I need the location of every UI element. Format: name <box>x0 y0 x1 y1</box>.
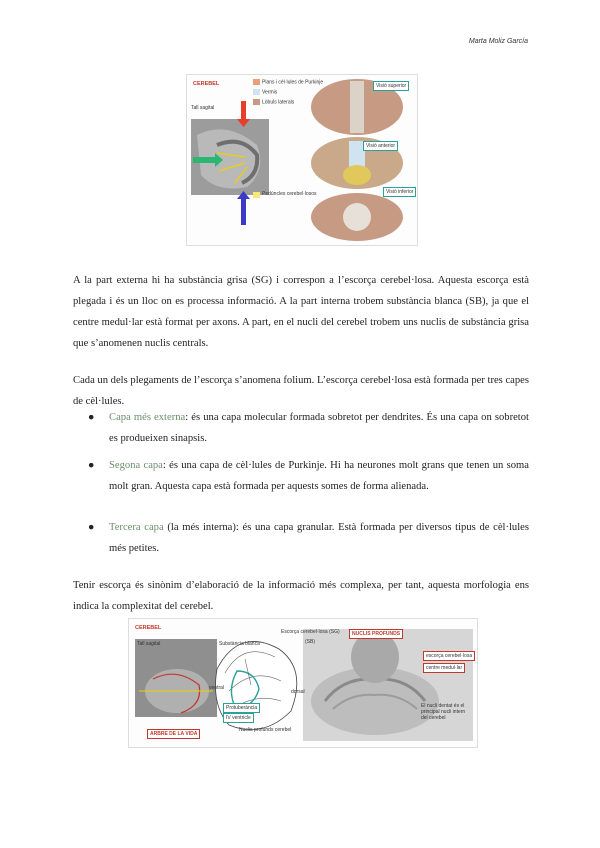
bullet-layer-second <box>88 455 529 497</box>
label-dentate-note: El nucli dentat és el principal nucli intern del cerebel <box>421 703 466 721</box>
paragraph-complexity: Tenir escorça és sinònim d’elaboració de la informació més complexa, per tant, aquesta morfologia ens indica la complexitat del cerebel. <box>73 580 529 612</box>
sagittal-slice-image <box>187 75 417 245</box>
bullet-term: Tercera capa <box>109 522 164 533</box>
label-peduncles: Pedúncles cerebel·losos <box>262 191 317 197</box>
bullet-text: (la més interna): és una capa granular. Està formada per diversos tipus de cèl·lules més petites. <box>109 522 529 554</box>
figure-title: CEREBEL <box>193 81 220 87</box>
bullet-marker: ● <box>88 460 95 471</box>
label-deep-nuclei: Nuclis profunds cerebel <box>239 727 292 733</box>
label-tree-of-life: ARBRE DE LA VIDA <box>147 729 200 739</box>
blue-arrow <box>241 199 246 225</box>
label-sb: (SB) <box>305 639 315 645</box>
bullet-layer-outer <box>88 407 529 449</box>
figure-cerebellum-views <box>186 74 418 246</box>
legend-lateral: Lòbuls laterals <box>253 99 294 105</box>
label-ventricle: IV ventricle <box>223 713 254 723</box>
label-protuberance: Protuberància <box>223 703 260 713</box>
label-superior: Visió superior <box>373 81 409 91</box>
label-ventral: ventral <box>209 685 225 691</box>
label-white-matter: Substància blanca <box>219 641 260 647</box>
green-arrow <box>193 157 215 163</box>
bullet-text: : és una capa molecular formada sobretot per dendrites. És una capa on sobretot es produeixen sinapsis. <box>109 412 529 444</box>
label-sagittal-2: Tall sagital <box>137 641 161 647</box>
bullet-text: : és una capa de cèl·lules de Purkinje. Hi ha neurones molt grans que tenen un soma molt gran. Aquesta capa està formada per aquests somes de forma alienada. <box>109 460 529 492</box>
bullet-term: Capa més externa <box>109 412 186 423</box>
bullet-marker: ● <box>88 522 95 533</box>
legend-purkinje: Plans i cèl·lules de Purkinje <box>253 79 323 85</box>
figure2-title: CEREBEL <box>135 625 162 631</box>
bullet-term: Segona capa <box>109 460 163 471</box>
label-sagittal: Tall sagital <box>191 105 215 111</box>
bullet-layer-third <box>88 517 529 559</box>
cerebellum-section-image <box>129 619 477 747</box>
bullet-marker: ● <box>88 412 95 423</box>
paragraph-folium: Cada un dels plegaments de l’escorça s’anomena folium. L’escorça cerebel·losa està formada per tres capes de cèl·lules. <box>73 375 529 407</box>
label-dorsal: dorsal <box>291 689 305 695</box>
page-header-author: Marta Moliz García <box>468 38 528 45</box>
label-cortex-photo: escorça cerebel·losa <box>423 651 475 661</box>
label-medulla: centre medul·lar <box>423 663 465 673</box>
legend-vermis: Vermis <box>253 89 277 95</box>
label-inferior: Visió inferior <box>383 187 416 197</box>
label-deep-nuclei-title: NUCLIS PROFUNDS <box>349 629 403 639</box>
figure-cerebellum-section <box>128 618 478 748</box>
label-anterior: Visió anterior <box>363 141 398 151</box>
paragraph-structure: A la part externa hi ha substància grisa (SG) i correspon a l’escorça cerebel·losa. Aquesta escorça està plegada i és un lloc on es processa informació. A la part interna trobem substància blanca (SB), ja que el centre medul·lar està format per axons. A part, en el nucli del cerebel trobem uns nuclis de substància grisa que s’anomenen nuclis centrals. <box>73 275 529 349</box>
red-arrow <box>241 101 246 119</box>
label-cortex-sg: Escorça cerebel·losa (SG) <box>281 629 340 635</box>
